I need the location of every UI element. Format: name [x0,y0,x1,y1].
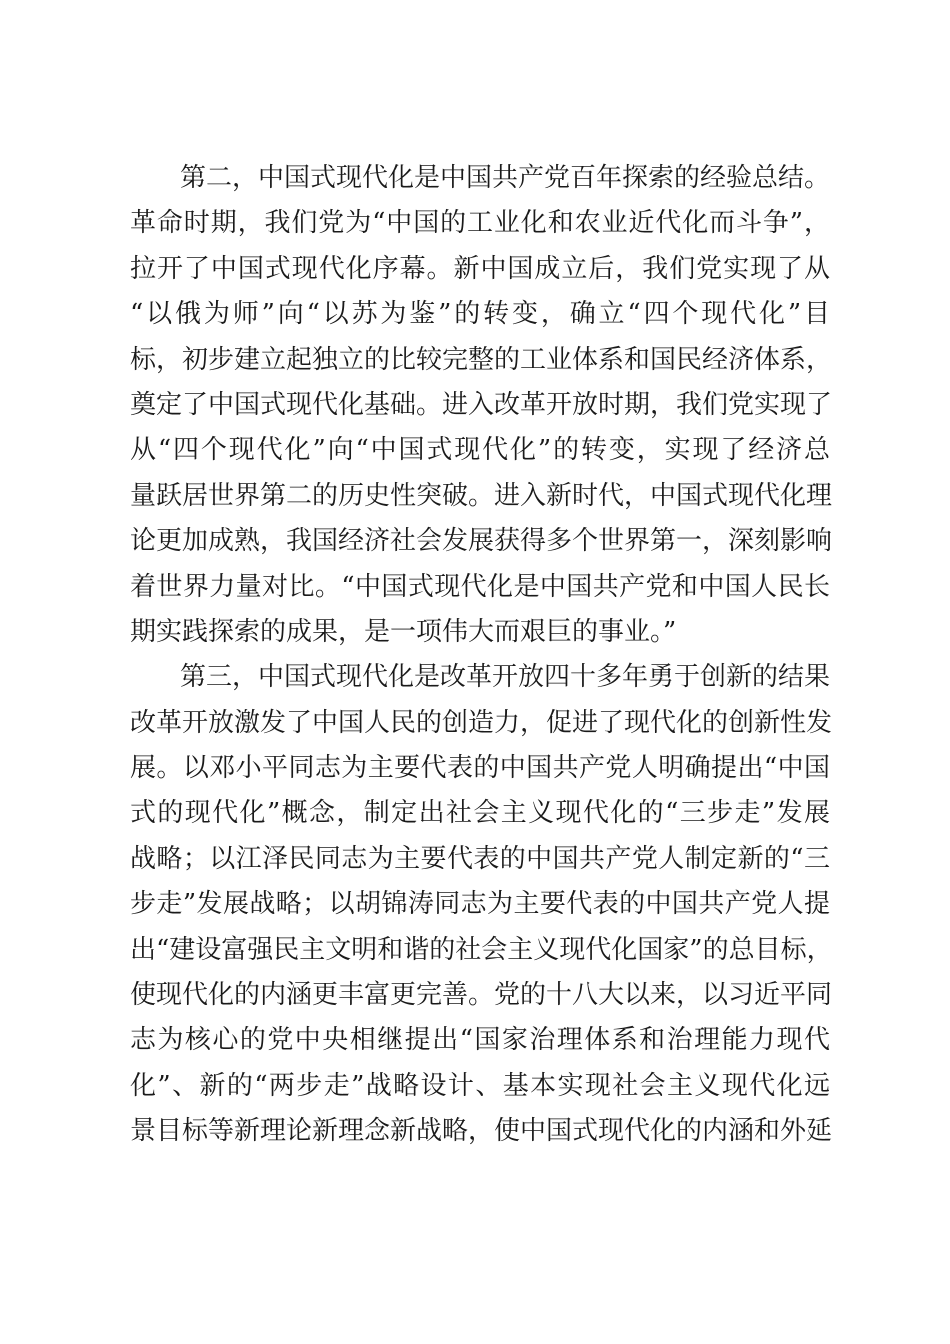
document-body [130,156,833,1155]
paragraph-1-line-4: “以俄为师”向“以苏为鉴”的转变，确立“四个现代化”目 [130,299,830,330]
paragraph-2-line-6: 步走”发展战略；以胡锦涛同志为主要代表的中国共产党人提 [130,889,830,920]
paragraph-1-line-8: 量跃居世界第二的历史性突破。进入新时代，中国式现代化理 [130,480,833,511]
paragraph-2-line-1: 第三，中国式现代化是改革开放四十多年勇于创新的结果 [180,662,831,693]
paragraph-1-line-2: 革命时期，我们党为“中国的工业化和农业近代化而斗争”， [130,208,830,239]
paragraph-2-line-10: 化”、新的“两步走”战略设计、基本实现社会主义现代化远 [130,1070,830,1101]
paragraph-1-line-11: 期实践探索的成果，是一项伟大而艰巨的事业。” [130,616,677,647]
paragraph-1-line-7: 从“四个现代化”向“中国式现代化”的转变，实现了经济总 [130,435,830,466]
paragraph-1-line-5: 标，初步建立起独立的比较完整的工业体系和国民经济体系， [130,344,833,375]
paragraph-2-line-4: 式的现代化”概念，制定出社会主义现代化的“三步走”发展 [130,798,830,829]
paragraph-1-line-9: 论更加成熟，我国经济社会发展获得多个世界第一，深刻影响 [130,526,833,557]
paragraph-2-line-3: 展。以邓小平同志为主要代表的中国共产党人明确提出“中国 [130,753,830,784]
paragraph-1-line-10: 着世界力量对比。“中国式现代化是中国共产党和中国人民长 [130,571,830,602]
paragraph-1-line-6: 奠定了中国式现代化基础。进入改革开放时期，我们党实现了 [130,389,833,420]
paragraph-1-line-3: 拉开了中国式现代化序幕。新中国成立后，我们党实现了从 [130,253,830,284]
paragraph-2-line-8: 使现代化的内涵更丰富更完善。党的十八大以来，以习近平同 [130,980,833,1011]
paragraph-2-line-7: 出“建设富强民主文明和谐的社会主义现代化国家”的总目标， [130,934,833,965]
paragraph-2-line-9: 志为核心的党中央相继提出“国家治理体系和治理能力现代 [130,1025,830,1056]
paragraph-2-line-2: 改革开放激发了中国人民的创造力，促进了现代化的创新性发 [130,707,833,738]
paragraph-1-line-1: 第二，中国式现代化是中国共产党百年探索的经验总结。 [180,163,831,193]
paragraph-2-line-5: 战略；以江泽民同志为主要代表的中国共产党人制定新的“三 [130,843,830,874]
paragraph-2-line-11: 景目标等新理论新理念新战略，使中国式现代化的内涵和外延 [130,1116,833,1147]
